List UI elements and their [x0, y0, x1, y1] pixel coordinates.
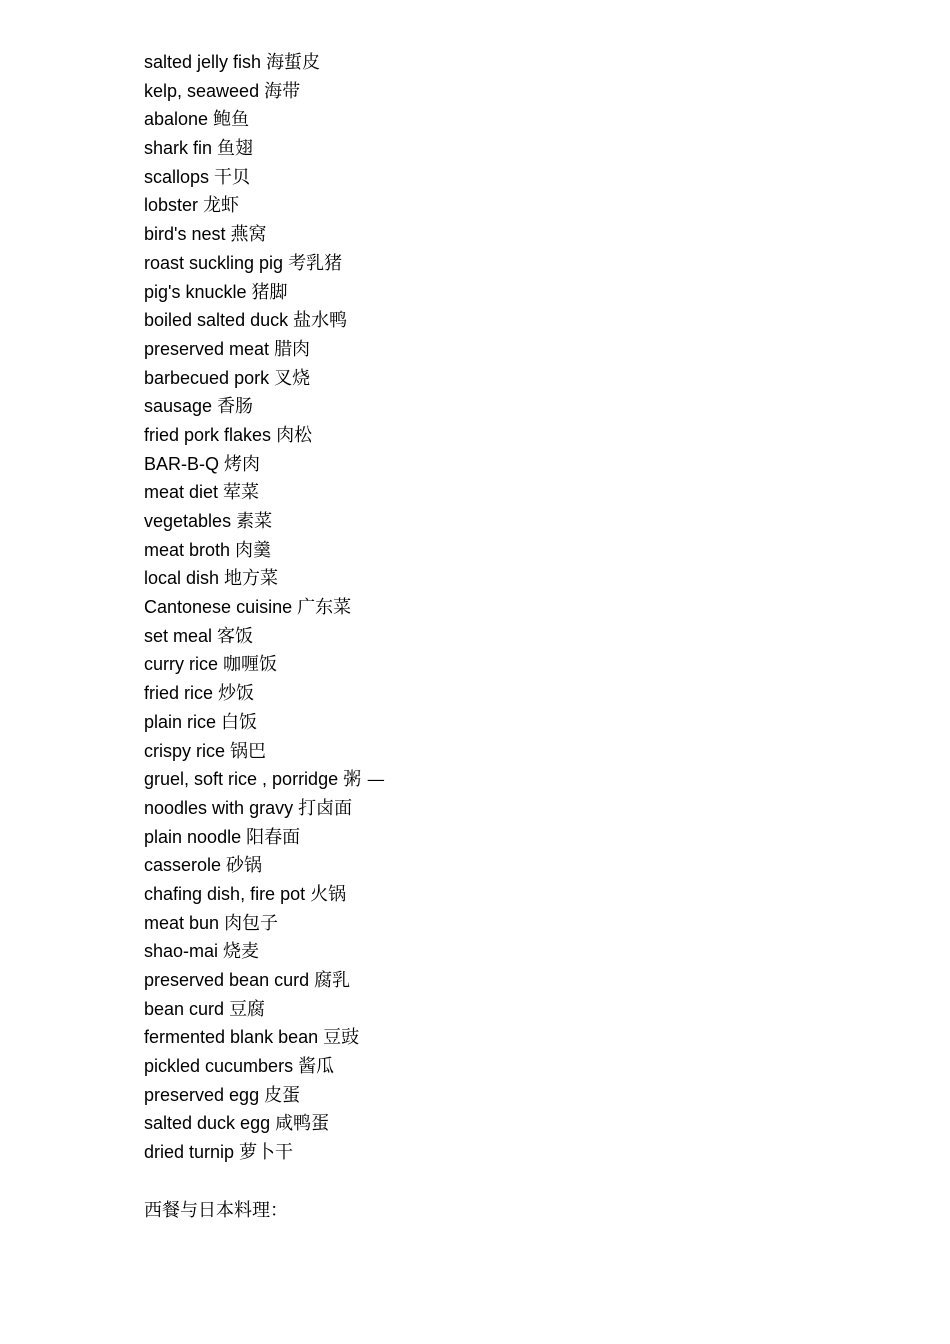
- vocab-entry: [144, 564, 385, 593]
- chinese-term: 盐水鸭: [293, 310, 348, 332]
- vocab-entry: [144, 708, 385, 737]
- english-term: sausage: [144, 396, 213, 417]
- english-term: lobster: [144, 195, 199, 216]
- vocab-entry: [144, 220, 385, 249]
- english-term: set meal: [144, 625, 213, 646]
- vocab-entry: [144, 191, 385, 220]
- chinese-term: 炒饭: [218, 683, 255, 705]
- chinese-term: 白饭: [221, 711, 258, 733]
- english-term: meat diet: [144, 482, 219, 503]
- vocabulary-list: [144, 48, 385, 1167]
- vocab-entry: [144, 1109, 385, 1138]
- chinese-term: 萝卜干: [239, 1142, 294, 1164]
- english-term: shark fin: [144, 138, 213, 159]
- chinese-term: 烤肉: [224, 453, 261, 475]
- english-term: meat broth: [144, 539, 231, 560]
- vocab-entry: [144, 48, 385, 77]
- english-term: preserved meat: [144, 338, 270, 359]
- vocab-entry: [144, 1052, 385, 1081]
- chinese-term: 腊肉: [274, 338, 311, 360]
- english-term: pickled cucumbers: [144, 1056, 294, 1077]
- vocab-entry: [144, 737, 385, 766]
- vocab-entry: [144, 880, 385, 909]
- chinese-term: 荤菜: [223, 482, 260, 504]
- english-term: local dish: [144, 568, 220, 589]
- vocab-entry: [144, 134, 385, 163]
- vocab-entry: [144, 478, 385, 507]
- chinese-term: 肉羹: [235, 539, 272, 561]
- vocab-entry: [144, 364, 385, 393]
- vocab-entry: [144, 392, 385, 421]
- vocab-entry: [144, 937, 385, 966]
- chinese-term: 锅巴: [230, 740, 267, 762]
- chinese-term: 肉松: [276, 424, 313, 446]
- english-term: plain noodle: [144, 826, 242, 847]
- chinese-term: 砂锅: [226, 855, 263, 877]
- vocab-entry: [144, 650, 385, 679]
- chinese-term: 肉包子: [224, 912, 279, 934]
- english-term: preserved bean curd: [144, 970, 310, 990]
- english-term: meat bun: [144, 912, 220, 933]
- vocab-entry: [144, 966, 385, 995]
- vocab-entry: [144, 995, 385, 1024]
- english-term: fried pork flakes: [144, 424, 272, 445]
- vocab-entry: [144, 823, 385, 852]
- vocab-entry: [144, 851, 385, 880]
- vocab-entry: [144, 450, 385, 479]
- english-term: curry rice: [144, 654, 219, 675]
- english-term: fermented blank bean: [144, 1027, 319, 1048]
- vocab-entry: [144, 1138, 385, 1167]
- english-term: BAR-B-Q: [144, 453, 220, 474]
- english-term: roast suckling pig: [144, 252, 284, 273]
- vocab-entry: [144, 679, 385, 708]
- chinese-term: 海蜇皮: [266, 52, 321, 73]
- english-term: abalone: [144, 109, 209, 130]
- chinese-term: 地方菜: [224, 568, 279, 590]
- vocab-entry: [144, 622, 385, 651]
- chinese-term: 酱瓜: [298, 1056, 335, 1078]
- english-term: bird's nest: [144, 224, 226, 245]
- chinese-term: 龙虾: [203, 195, 240, 217]
- english-term: vegetables: [144, 511, 232, 531]
- vocab-entry: [144, 1081, 385, 1110]
- chinese-term: 叉烧: [274, 367, 311, 389]
- chinese-term: 咸鸭蛋: [275, 1113, 330, 1135]
- english-term: barbecued pork: [144, 367, 270, 388]
- english-term: preserved egg: [144, 1084, 260, 1105]
- english-term: salted duck egg: [144, 1113, 271, 1134]
- chinese-term: 鱼翅: [217, 138, 254, 160]
- chinese-term: 广东菜: [297, 597, 352, 619]
- english-term: casserole: [144, 855, 222, 876]
- english-term: gruel, soft rice , porridge: [144, 769, 339, 790]
- chinese-term: 火锅: [310, 883, 347, 905]
- english-term: boiled salted duck: [144, 310, 289, 331]
- vocab-entry: [144, 765, 385, 794]
- chinese-term: 干贝: [214, 166, 251, 188]
- english-term: Cantonese cuisine: [144, 597, 293, 618]
- chinese-term: 鲍鱼: [213, 109, 250, 131]
- vocab-entry: [144, 306, 385, 335]
- section-heading: 西餐与日本料理：: [144, 1200, 288, 1221]
- chinese-term: 皮蛋: [264, 1084, 301, 1106]
- english-term: crispy rice: [144, 740, 226, 761]
- chinese-term: 燕窝: [230, 224, 267, 246]
- english-term: shao-mai: [144, 941, 219, 962]
- vocab-entry: [144, 507, 385, 536]
- chinese-term: 香肠: [217, 396, 254, 418]
- english-term: dried turnip: [144, 1142, 235, 1163]
- english-term: fried rice: [144, 683, 214, 704]
- chinese-term: 考乳猪: [288, 252, 343, 274]
- english-term: plain rice: [144, 711, 217, 732]
- vocab-entry: [144, 794, 385, 823]
- vocab-entry: [144, 278, 385, 307]
- english-term: bean curd: [144, 998, 225, 1019]
- vocab-entry: [144, 105, 385, 134]
- vocab-entry: [144, 421, 385, 450]
- vocab-entry: [144, 909, 385, 938]
- chinese-term: 烧麦: [223, 941, 260, 963]
- vocab-entry: [144, 1023, 385, 1052]
- chinese-term: 豆豉: [323, 1027, 360, 1049]
- chinese-term: 豆腐: [229, 998, 266, 1020]
- chinese-term: 客饭: [217, 625, 254, 647]
- english-term: salted jelly fish: [144, 52, 262, 72]
- vocab-entry: [144, 77, 385, 106]
- vocab-entry: [144, 536, 385, 565]
- vocab-entry: [144, 249, 385, 278]
- vocab-entry: [144, 335, 385, 364]
- english-term: noodles with gravy: [144, 797, 294, 818]
- chinese-term: 咖喱饭: [223, 654, 278, 676]
- chinese-term: 打卤面: [298, 797, 353, 819]
- chinese-term: 海带: [264, 80, 301, 102]
- vocab-entry: [144, 593, 385, 622]
- english-term: pig's knuckle: [144, 281, 247, 302]
- english-term: scallops: [144, 166, 210, 187]
- english-term: chafing dish, fire pot: [144, 883, 306, 904]
- chinese-term: 猪脚: [251, 281, 288, 303]
- chinese-term: 腐乳: [314, 970, 351, 991]
- chinese-term: 粥 —: [343, 769, 385, 791]
- english-term: kelp, seaweed: [144, 80, 260, 101]
- chinese-term: 阳春面: [246, 826, 301, 848]
- vocab-entry: [144, 163, 385, 192]
- chinese-term: 素菜: [236, 511, 273, 532]
